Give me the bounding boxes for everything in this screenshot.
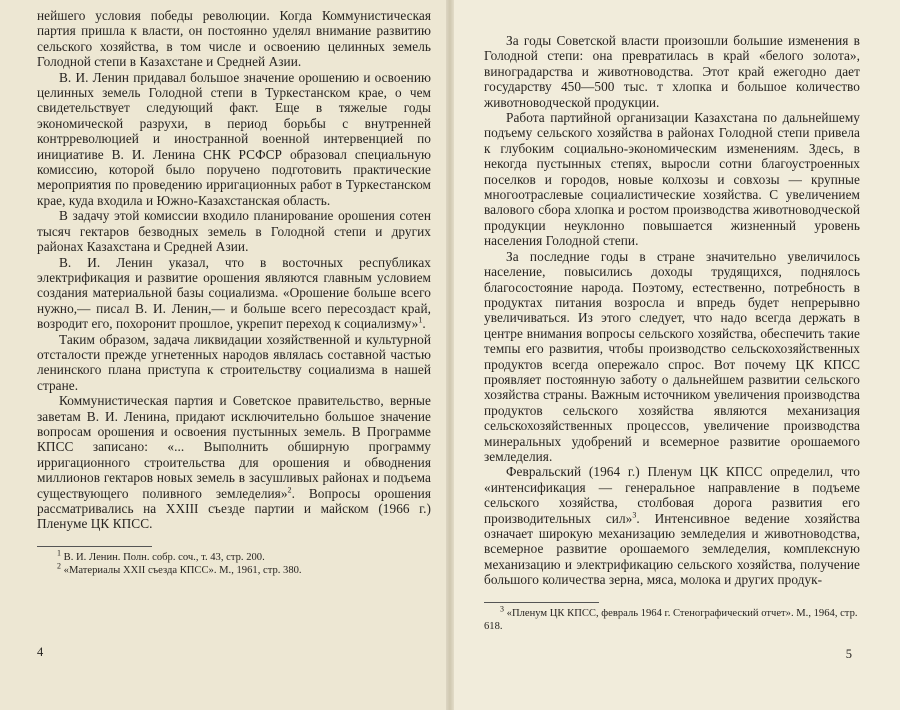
right-page-text [484, 33, 860, 588]
footnote: $^1$ В. И. Ленин. Полн. собр. соч., т. 43, стр. 200. [57, 548, 265, 563]
paragraph: Февральский (1964 г.) Пленум ЦК КПСС определил, что «интенсификация — генеральное направление в подъеме сельского хозяйства, столбовая дорога развития его производительных сил»$^3$. Интенсивное ведение хозяйства означает широкую механизацию земледелия и животноводства, всемерное развитие орошаемого земледелия, комплексную механизацию и электрификацию сельского хозяйства, получение большого количества зерна, мяса, молока и других продук- [484, 464, 860, 588]
footnote-divider [37, 546, 152, 547]
book-gutter [446, 0, 454, 710]
footnote-divider [484, 602, 599, 603]
footnote-ref: 2 [287, 485, 292, 495]
paragraph: нейшего условия победы революции. Когда Коммунистическая партия пришла к власти, он постоянно уделял внимание развитию сельского хозяйства, в том числе и освоению целинных земель Голодной степи в Казахстане и Средней Азии. [37, 8, 431, 70]
page-number: 5 [845, 647, 852, 661]
left-page-text [37, 8, 431, 532]
footnote-ref: 1 [418, 315, 423, 325]
paragraph: Работа партийной организации Казахстана по дальнейшему подъему сельского хозяйства в районах Голодной степи привела к глубоким социально-экономическим изменениям. Здесь, в некогда пустынных степях, выросли сотни благоустроенных поселков и городов, новые колхозы и совхозы — крупные многоотраслевые социалистические хозяйства. С увеличением валового сбора хлопка и ростом производства животноводческой продукции неуклонно повышается жизненный уровень населения Голодной степи. [484, 110, 860, 249]
paragraph: За годы Советской власти произошли большие изменения в Голодной степи: она превратилась в край «белого золота», виноградарства и животноводства. Этот край ежегодно дает государству 450—500 тыс. т хлопка и большое количество животноводческой продукции. [484, 33, 860, 110]
paragraph: Таким образом, задача ликвидации хозяйственной и культурной отсталости прежде угнетенных народов являлась составной частью ленинского плана приступа к строительству социализма в нашей стране. [37, 331, 431, 393]
paragraph: За последние годы в стране значительно увеличилось население, повысились доходы трудящихся, поднялось благосостояние народа. Поэтому, естественно, потребность в продуктах питания возросла и впредь будет непрерывно увеличиваться. Из этого следует, что надо всегда держать в центре внимания вопросы сельского хозяйства, обеспечить такие темпы его развития, чтобы производство сельскохозяйственных продуктов всегда опережало спрос. Вот почему ЦК КПСС проявляет постоянную заботу о дальнейшем развитии сельского хозяйства страны. Важным источником увеличения производства продуктов сельского хозяйства являются механизация сельскохозяйственных процессов, увеличение производства минеральных удобрений и всемерное развитие орошаемого земледелия. [484, 248, 860, 464]
footnote: $^3$ «Пленум ЦК КПСС, февраль 1964 г. Стенографический отчет». М., 1964, стр. 618. [484, 604, 858, 633]
footnote: $^2$ «Материалы XXII съезда КПСС». М., 1961, стр. 380. [57, 561, 302, 577]
right-page [449, 0, 900, 710]
page-number: 4 [37, 645, 44, 659]
paragraph: В. И. Ленин придавал большое значение орошению и освоению целинных земель Голодной степи в Туркестанском крае, о чем свидетельствует следующий факт. Еще в тяжелые годы экономической разрухи, в период борьбы с внутренней контрреволюцией и иностранной военной интервенцией по инициативе В. И. Ленина СНК РСФСР образовал специальную комиссию, которой было поручено подготовить практические мероприятия по проведению ирригационных работ в Туркестанском крае, куда входила и Южно-Казахстанская область. [37, 69, 431, 208]
paragraph: В задачу этой комиссии входило планирование орошения сотен тысяч гектаров безводных земель в Голодной степи и других районах Казахстана и Средней Азии. [37, 208, 431, 255]
paragraph: Коммунистическая партия и Советское правительство, верные заветам В. И. Ленина, придают исключительно большое значение вопросам орошения и освоения пустынных земель. В Программе КПСС записано: «... Выполнить обширную программу ирригационного строительства для орошения и обводнения миллионов гектаров новых земель в засушливых районах и подъема существующего поливного земледелия»$^2$. Вопросы орошения рассматривались на XXIII съезде партии и майском (1966 г.) Пленуме ЦК КПСС. [37, 393, 432, 532]
footnote-ref: 3 [632, 510, 637, 520]
paragraph: В. И. Ленин указал, что в восточных республиках электрификация и развитие орошения являются главным условием создания материальной базы социализма. «Орошение больше всего нужно,— писал В. И. Ленин,— и больше всего пересоздаст край, возродит его, похоронит прошлое, укрепит переход к социализму»$^1$. [37, 254, 431, 332]
left-page [0, 0, 449, 710]
